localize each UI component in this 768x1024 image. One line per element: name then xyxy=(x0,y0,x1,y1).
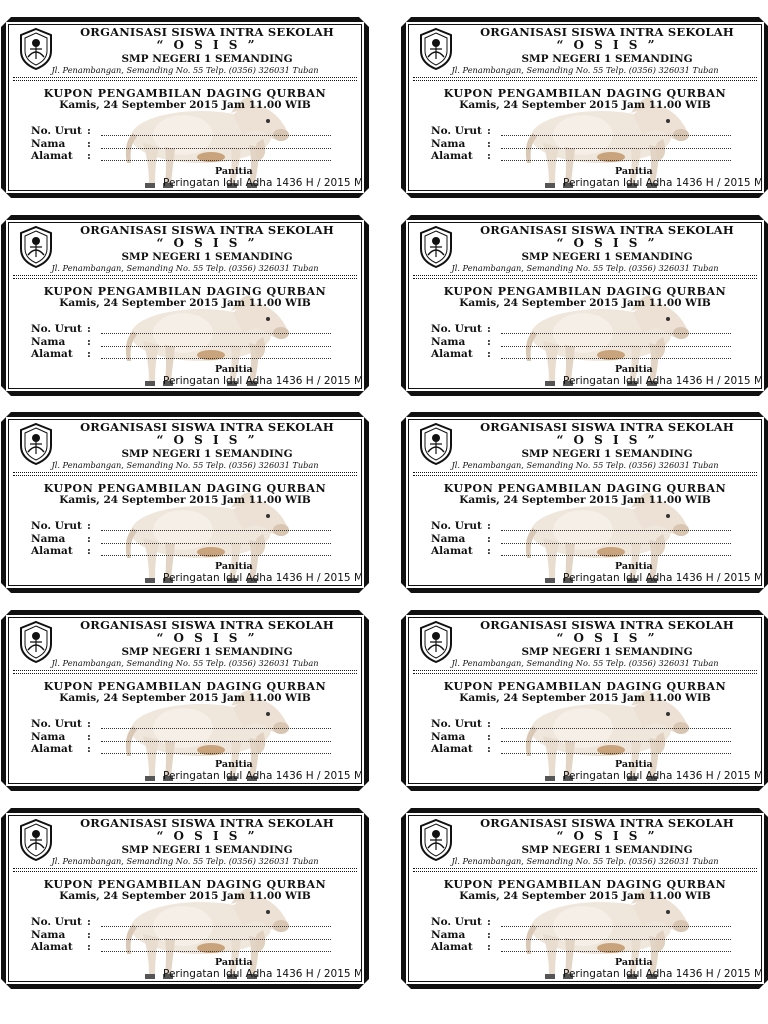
coupon-footer: Peringatan Idul Adha 1436 H / 2015 M xyxy=(163,968,363,980)
school-address: Jl. Penambangan, Semanding No. 55 Telp. (0356) 326031 Tuban xyxy=(451,856,719,866)
header-divider xyxy=(13,80,357,81)
signature-label: Panitia xyxy=(215,561,253,572)
fill-line[interactable] xyxy=(501,135,731,136)
field-colon: : xyxy=(487,138,491,150)
fill-line[interactable] xyxy=(101,951,331,952)
header-divider xyxy=(13,868,357,869)
field-colon: : xyxy=(487,731,491,743)
field-no-urut xyxy=(31,125,331,137)
fill-line[interactable] xyxy=(501,555,731,556)
fill-line[interactable] xyxy=(101,148,331,149)
event-date: Kamis, 24 September 2015 Jam 11.00 WIB xyxy=(459,297,711,309)
field-label: No. Urut xyxy=(31,520,82,532)
fill-line[interactable] xyxy=(501,951,731,952)
fill-line[interactable] xyxy=(501,939,731,940)
coupon-card xyxy=(401,17,768,198)
coupon-card xyxy=(401,215,768,396)
field-nama xyxy=(31,929,331,941)
school-name: SMP NEGERI 1 SEMANDING xyxy=(121,53,293,65)
coupon-footer: Peringatan Idul Adha 1436 H / 2015 M xyxy=(163,177,363,189)
school-name: SMP NEGERI 1 SEMANDING xyxy=(521,646,693,658)
fill-line[interactable] xyxy=(501,346,731,347)
school-address: Jl. Penambangan, Semanding No. 55 Telp. (0356) 326031 Tuban xyxy=(51,856,319,866)
field-colon: : xyxy=(487,150,491,162)
osis-heading: “ O S I S ” xyxy=(556,433,658,447)
event-date: Kamis, 24 September 2015 Jam 11.00 WIB xyxy=(459,890,711,902)
coupon-footer: Peringatan Idul Adha 1436 H / 2015 M xyxy=(163,770,363,782)
header-divider xyxy=(413,670,757,671)
header-divider xyxy=(413,278,757,279)
event-date: Kamis, 24 September 2015 Jam 11.00 WIB xyxy=(59,297,311,309)
field-nama xyxy=(31,731,331,743)
field-alamat xyxy=(431,545,731,557)
field-label: Alamat xyxy=(431,150,473,162)
field-alamat xyxy=(31,941,331,953)
school-name: SMP NEGERI 1 SEMANDING xyxy=(121,646,293,658)
header-divider xyxy=(13,673,357,674)
field-colon: : xyxy=(487,929,491,941)
field-colon: : xyxy=(87,718,91,730)
header-divider xyxy=(13,278,357,279)
field-label: No. Urut xyxy=(431,520,482,532)
org-name: ORGANISASI SISWA INTRA SEKOLAH xyxy=(80,223,334,237)
field-colon: : xyxy=(487,348,491,360)
school-name: SMP NEGERI 1 SEMANDING xyxy=(521,251,693,263)
fill-line[interactable] xyxy=(101,543,331,544)
field-colon: : xyxy=(487,520,491,532)
field-alamat xyxy=(431,941,731,953)
signature-label: Panitia xyxy=(615,957,653,968)
fill-line[interactable] xyxy=(501,160,731,161)
field-label: Nama xyxy=(431,138,466,150)
header-divider xyxy=(13,871,357,872)
fill-line[interactable] xyxy=(101,555,331,556)
coupon-card xyxy=(401,808,768,989)
school-address: Jl. Penambangan, Semanding No. 55 Telp. (0356) 326031 Tuban xyxy=(51,65,319,75)
school-name: SMP NEGERI 1 SEMANDING xyxy=(521,844,693,856)
field-no-urut xyxy=(431,323,731,335)
field-nama xyxy=(431,533,731,545)
fill-line[interactable] xyxy=(501,543,731,544)
fill-line[interactable] xyxy=(501,753,731,754)
coupon-title: KUPON PENGAMBILAN DAGING QURBAN xyxy=(43,878,327,891)
field-colon: : xyxy=(87,125,91,137)
fill-line[interactable] xyxy=(501,728,731,729)
field-label: No. Urut xyxy=(431,718,482,730)
header-divider xyxy=(13,670,357,671)
field-alamat xyxy=(431,150,731,162)
field-colon: : xyxy=(87,731,91,743)
osis-heading: “ O S I S ” xyxy=(156,829,258,843)
coupon-footer: Peringatan Idul Adha 1436 H / 2015 M xyxy=(563,968,763,980)
osis-heading: “ O S I S ” xyxy=(556,829,658,843)
signature-label: Panitia xyxy=(615,364,653,375)
field-label: No. Urut xyxy=(31,125,82,137)
org-name: ORGANISASI SISWA INTRA SEKOLAH xyxy=(80,816,334,830)
field-label: Nama xyxy=(31,929,66,941)
event-date: Kamis, 24 September 2015 Jam 11.00 WIB xyxy=(59,494,311,506)
coupon-card xyxy=(401,412,768,593)
header-divider xyxy=(413,275,757,276)
field-colon: : xyxy=(87,348,91,360)
field-label: Nama xyxy=(31,533,66,545)
field-colon: : xyxy=(87,916,91,928)
field-label: No. Urut xyxy=(431,916,482,928)
field-label: No. Urut xyxy=(31,323,82,335)
event-date: Kamis, 24 September 2015 Jam 11.00 WIB xyxy=(459,692,711,704)
field-nama xyxy=(31,533,331,545)
field-no-urut xyxy=(31,520,331,532)
fill-line[interactable] xyxy=(101,333,331,334)
field-colon: : xyxy=(487,941,491,953)
field-label: Alamat xyxy=(431,348,473,360)
header-divider xyxy=(13,475,357,476)
org-name: ORGANISASI SISWA INTRA SEKOLAH xyxy=(480,223,734,237)
field-nama xyxy=(431,336,731,348)
header-divider xyxy=(13,77,357,78)
fill-line[interactable] xyxy=(501,148,731,149)
coupon-footer: Peringatan Idul Adha 1436 H / 2015 M xyxy=(163,572,363,584)
fill-line[interactable] xyxy=(101,753,331,754)
signature-label: Panitia xyxy=(215,364,253,375)
header-divider xyxy=(413,475,757,476)
field-no-urut xyxy=(431,718,731,730)
fill-line[interactable] xyxy=(101,135,331,136)
org-name: ORGANISASI SISWA INTRA SEKOLAH xyxy=(80,618,334,632)
field-colon: : xyxy=(87,336,91,348)
osis-heading: “ O S I S ” xyxy=(156,433,258,447)
fill-line[interactable] xyxy=(501,741,731,742)
school-address: Jl. Penambangan, Semanding No. 55 Telp. (0356) 326031 Tuban xyxy=(451,65,719,75)
coupon-card xyxy=(1,215,369,396)
school-address: Jl. Penambangan, Semanding No. 55 Telp. (0356) 326031 Tuban xyxy=(451,460,719,470)
coupon-title: KUPON PENGAMBILAN DAGING QURBAN xyxy=(443,285,727,298)
header-divider xyxy=(413,868,757,869)
field-no-urut xyxy=(431,916,731,928)
event-date: Kamis, 24 September 2015 Jam 11.00 WIB xyxy=(459,494,711,506)
org-name: ORGANISASI SISWA INTRA SEKOLAH xyxy=(480,618,734,632)
field-colon: : xyxy=(487,916,491,928)
coupon-title: KUPON PENGAMBILAN DAGING QURBAN xyxy=(443,482,727,495)
fill-line[interactable] xyxy=(501,926,731,927)
field-colon: : xyxy=(487,743,491,755)
fill-line[interactable] xyxy=(101,741,331,742)
signature-label: Panitia xyxy=(615,759,653,770)
header-divider xyxy=(413,77,757,78)
field-label: No. Urut xyxy=(431,323,482,335)
school-name: SMP NEGERI 1 SEMANDING xyxy=(121,251,293,263)
coupon-title: KUPON PENGAMBILAN DAGING QURBAN xyxy=(43,680,327,693)
school-address: Jl. Penambangan, Semanding No. 55 Telp. (0356) 326031 Tuban xyxy=(451,263,719,273)
event-date: Kamis, 24 September 2015 Jam 11.00 WIB xyxy=(459,99,711,111)
coupon-card xyxy=(1,17,369,198)
fill-line[interactable] xyxy=(101,160,331,161)
field-colon: : xyxy=(87,533,91,545)
signature-label: Panitia xyxy=(215,957,253,968)
field-colon: : xyxy=(87,929,91,941)
fill-line[interactable] xyxy=(501,530,731,531)
field-colon: : xyxy=(487,545,491,557)
fill-line[interactable] xyxy=(101,530,331,531)
header-divider xyxy=(413,871,757,872)
school-name: SMP NEGERI 1 SEMANDING xyxy=(121,844,293,856)
fill-line[interactable] xyxy=(101,346,331,347)
field-label: Alamat xyxy=(31,743,73,755)
header-divider xyxy=(413,472,757,473)
field-no-urut xyxy=(31,916,331,928)
field-label: Nama xyxy=(431,336,466,348)
fill-line[interactable] xyxy=(101,358,331,359)
field-colon: : xyxy=(87,941,91,953)
field-colon: : xyxy=(87,743,91,755)
osis-heading: “ O S I S ” xyxy=(156,631,258,645)
fill-line[interactable] xyxy=(101,926,331,927)
field-alamat xyxy=(31,545,331,557)
osis-heading: “ O S I S ” xyxy=(156,38,258,52)
field-label: Alamat xyxy=(31,545,73,557)
field-colon: : xyxy=(487,533,491,545)
org-name: ORGANISASI SISWA INTRA SEKOLAH xyxy=(80,25,334,39)
field-label: Alamat xyxy=(431,545,473,557)
field-alamat xyxy=(31,743,331,755)
field-nama xyxy=(31,336,331,348)
field-colon: : xyxy=(487,336,491,348)
event-date: Kamis, 24 September 2015 Jam 11.00 WIB xyxy=(59,99,311,111)
org-name: ORGANISASI SISWA INTRA SEKOLAH xyxy=(480,816,734,830)
fill-line[interactable] xyxy=(101,728,331,729)
coupon-card xyxy=(1,412,369,593)
coupon-card xyxy=(1,610,369,791)
coupon-title: KUPON PENGAMBILAN DAGING QURBAN xyxy=(43,285,327,298)
signature-label: Panitia xyxy=(615,166,653,177)
coupon-footer: Peringatan Idul Adha 1436 H / 2015 M xyxy=(563,770,763,782)
fill-line[interactable] xyxy=(501,358,731,359)
field-label: Alamat xyxy=(31,150,73,162)
coupon-footer: Peringatan Idul Adha 1436 H / 2015 M xyxy=(163,375,363,387)
field-colon: : xyxy=(87,545,91,557)
field-nama xyxy=(431,138,731,150)
osis-heading: “ O S I S ” xyxy=(556,38,658,52)
field-label: Alamat xyxy=(31,941,73,953)
field-alamat xyxy=(31,348,331,360)
event-date: Kamis, 24 September 2015 Jam 11.00 WIB xyxy=(59,692,311,704)
school-address: Jl. Penambangan, Semanding No. 55 Telp. (0356) 326031 Tuban xyxy=(51,658,319,668)
field-no-urut xyxy=(31,718,331,730)
field-colon: : xyxy=(487,323,491,335)
org-name: ORGANISASI SISWA INTRA SEKOLAH xyxy=(480,420,734,434)
school-name: SMP NEGERI 1 SEMANDING xyxy=(521,448,693,460)
fill-line[interactable] xyxy=(101,939,331,940)
field-label: Nama xyxy=(431,533,466,545)
school-address: Jl. Penambangan, Semanding No. 55 Telp. (0356) 326031 Tuban xyxy=(451,658,719,668)
coupon-title: KUPON PENGAMBILAN DAGING QURBAN xyxy=(443,680,727,693)
field-colon: : xyxy=(87,520,91,532)
fill-line[interactable] xyxy=(501,333,731,334)
header-divider xyxy=(13,472,357,473)
field-nama xyxy=(431,929,731,941)
field-no-urut xyxy=(431,520,731,532)
field-alamat xyxy=(31,150,331,162)
header-divider xyxy=(13,275,357,276)
coupon-footer: Peringatan Idul Adha 1436 H / 2015 M xyxy=(563,572,763,584)
field-colon: : xyxy=(87,323,91,335)
field-label: Alamat xyxy=(431,941,473,953)
coupon-card xyxy=(401,610,768,791)
coupon-card xyxy=(1,808,369,989)
field-label: Nama xyxy=(431,929,466,941)
field-label: No. Urut xyxy=(431,125,482,137)
signature-label: Panitia xyxy=(215,166,253,177)
signature-label: Panitia xyxy=(215,759,253,770)
field-colon: : xyxy=(487,125,491,137)
osis-heading: “ O S I S ” xyxy=(556,236,658,250)
school-name: SMP NEGERI 1 SEMANDING xyxy=(521,53,693,65)
school-address: Jl. Penambangan, Semanding No. 55 Telp. (0356) 326031 Tuban xyxy=(51,263,319,273)
coupon-title: KUPON PENGAMBILAN DAGING QURBAN xyxy=(43,482,327,495)
field-colon: : xyxy=(87,150,91,162)
field-label: No. Urut xyxy=(31,916,82,928)
field-label: Nama xyxy=(431,731,466,743)
coupon-title: KUPON PENGAMBILAN DAGING QURBAN xyxy=(43,87,327,100)
event-date: Kamis, 24 September 2015 Jam 11.00 WIB xyxy=(59,890,311,902)
org-name: ORGANISASI SISWA INTRA SEKOLAH xyxy=(80,420,334,434)
coupon-title: KUPON PENGAMBILAN DAGING QURBAN xyxy=(443,878,727,891)
field-nama xyxy=(31,138,331,150)
field-label: Nama xyxy=(31,138,66,150)
osis-heading: “ O S I S ” xyxy=(556,631,658,645)
header-divider xyxy=(413,673,757,674)
field-no-urut xyxy=(431,125,731,137)
header-divider xyxy=(413,80,757,81)
field-alamat xyxy=(431,743,731,755)
coupon-footer: Peringatan Idul Adha 1436 H / 2015 M xyxy=(563,375,763,387)
field-label: Nama xyxy=(31,336,66,348)
field-no-urut xyxy=(31,323,331,335)
signature-label: Panitia xyxy=(615,561,653,572)
org-name: ORGANISASI SISWA INTRA SEKOLAH xyxy=(480,25,734,39)
field-alamat xyxy=(431,348,731,360)
osis-heading: “ O S I S ” xyxy=(156,236,258,250)
field-nama xyxy=(431,731,731,743)
field-colon: : xyxy=(487,718,491,730)
field-label: No. Urut xyxy=(31,718,82,730)
field-colon: : xyxy=(87,138,91,150)
school-address: Jl. Penambangan, Semanding No. 55 Telp. (0356) 326031 Tuban xyxy=(51,460,319,470)
coupon-footer: Peringatan Idul Adha 1436 H / 2015 M xyxy=(563,177,763,189)
field-label: Alamat xyxy=(31,348,73,360)
coupon-title: KUPON PENGAMBILAN DAGING QURBAN xyxy=(443,87,727,100)
field-label: Alamat xyxy=(431,743,473,755)
field-label: Nama xyxy=(31,731,66,743)
school-name: SMP NEGERI 1 SEMANDING xyxy=(121,448,293,460)
